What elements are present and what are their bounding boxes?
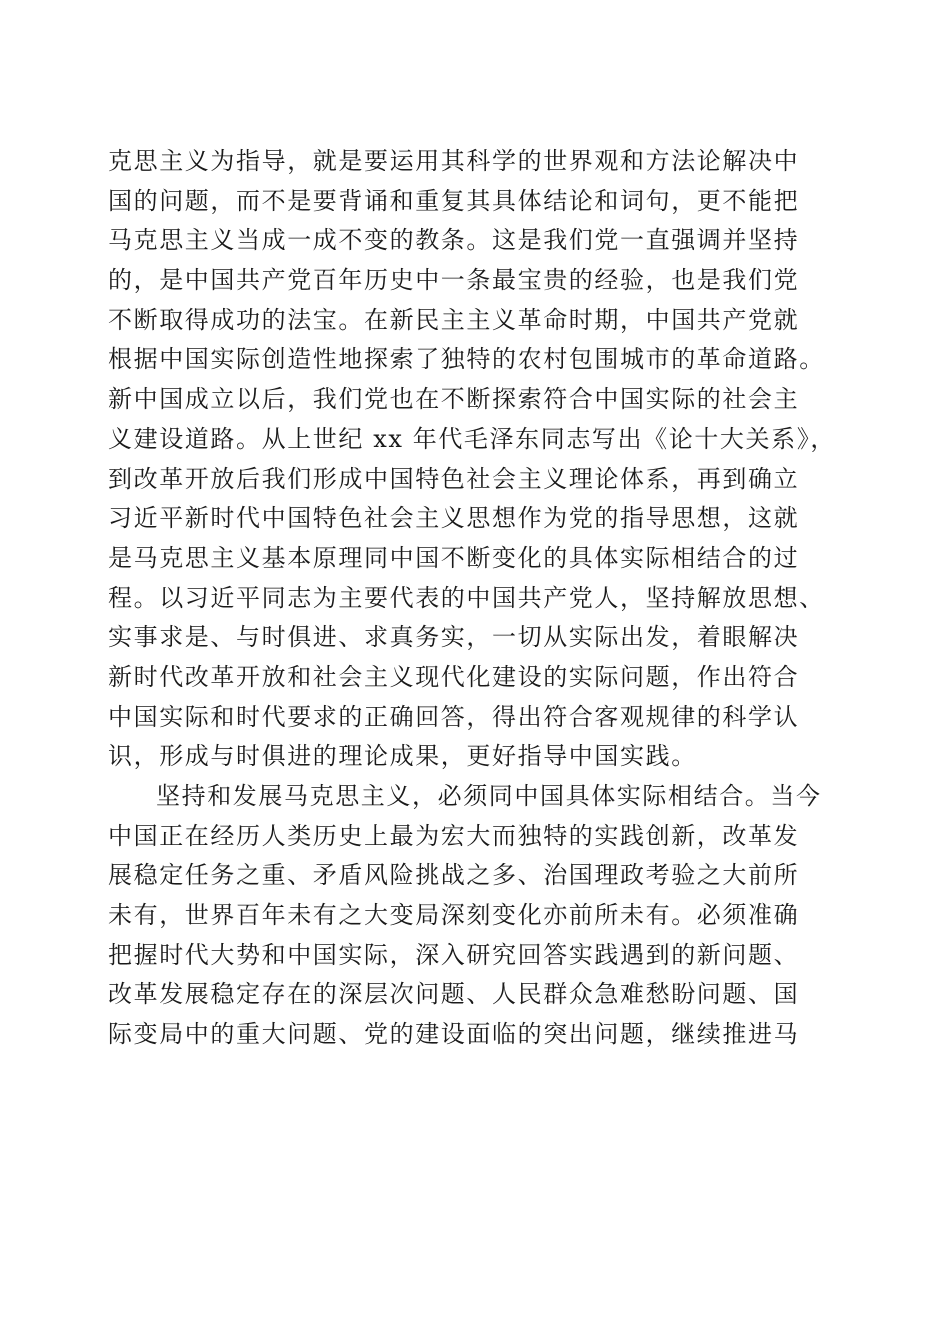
text-line: 实事求是、与时俱进、求真务实，一切从实际出发，着眼解决 xyxy=(108,623,800,652)
text-line: 国的问题，而不是要背诵和重复其具体结论和词句，更不能把 xyxy=(108,186,800,215)
text-line: 不断取得成功的法宝。在新民主主义革命时期，中国共产党就 xyxy=(108,305,800,334)
text-line: 程。以习近平同志为主要代表的中国共产党人，坚持解放思想、 xyxy=(108,583,825,612)
text-line: 克思主义为指导，就是要运用其科学的世界观和方法论解决中 xyxy=(108,147,800,175)
text-line: 的，是中国共产党百年历史中一条最宝贵的经验，也是我们党 xyxy=(108,266,800,295)
text-line: 中国正在经历人类历史上最为宏大而独特的实践创新，改革发 xyxy=(108,821,800,850)
body-text xyxy=(108,142,848,1055)
text-line: 改革发展稳定存在的深层次问题、人民群众急难愁盼问题、国 xyxy=(108,980,800,1009)
text-line: 义建设道路。从上世纪 xx 年代毛泽东同志写出《论十大关系》， xyxy=(108,424,836,453)
text-line: 新中国成立以后，我们党也在不断探索符合中国实际的社会主 xyxy=(108,385,800,414)
text-line: 展稳定任务之重、矛盾风险挑战之多、治国理政考验之大前所 xyxy=(108,861,800,890)
text-line: 习近平新时代中国特色社会主义思想作为党的指导思想，这就 xyxy=(108,504,800,533)
text-line: 识，形成与时俱进的理论成果，更好指导中国实践。 xyxy=(108,742,697,771)
text-line: 新时代改革开放和社会主义现代化建设的实际问题，作出符合 xyxy=(108,662,800,691)
paragraph-first-line: 坚持和发展马克思主义，必须同中国具体实际相结合。当今 xyxy=(156,782,822,810)
text-line: 马克思主义当成一成不变的教条。这是我们党一直强调并坚持 xyxy=(108,226,800,255)
text-line: 未有，世界百年未有之大变局深刻变化亦前所未有。必须准确 xyxy=(108,901,800,930)
text-line: 到改革开放后我们形成中国特色社会主义理论体系，再到确立 xyxy=(108,464,800,493)
text-line: 根据中国实际创造性地探索了独特的农村包围城市的革命道路。 xyxy=(108,345,825,374)
text-line: 把握时代大势和中国实际，深入研究回答实践遇到的新问题、 xyxy=(108,940,800,969)
text-line: 际变局中的重大问题、党的建设面临的突出问题，继续推进马 xyxy=(108,1020,800,1049)
text-line: 是马克思主义基本原理同中国不断变化的具体实际相结合的过 xyxy=(108,543,800,572)
text-line: 中国实际和时代要求的正确回答，得出符合客观规律的科学认 xyxy=(108,702,800,731)
